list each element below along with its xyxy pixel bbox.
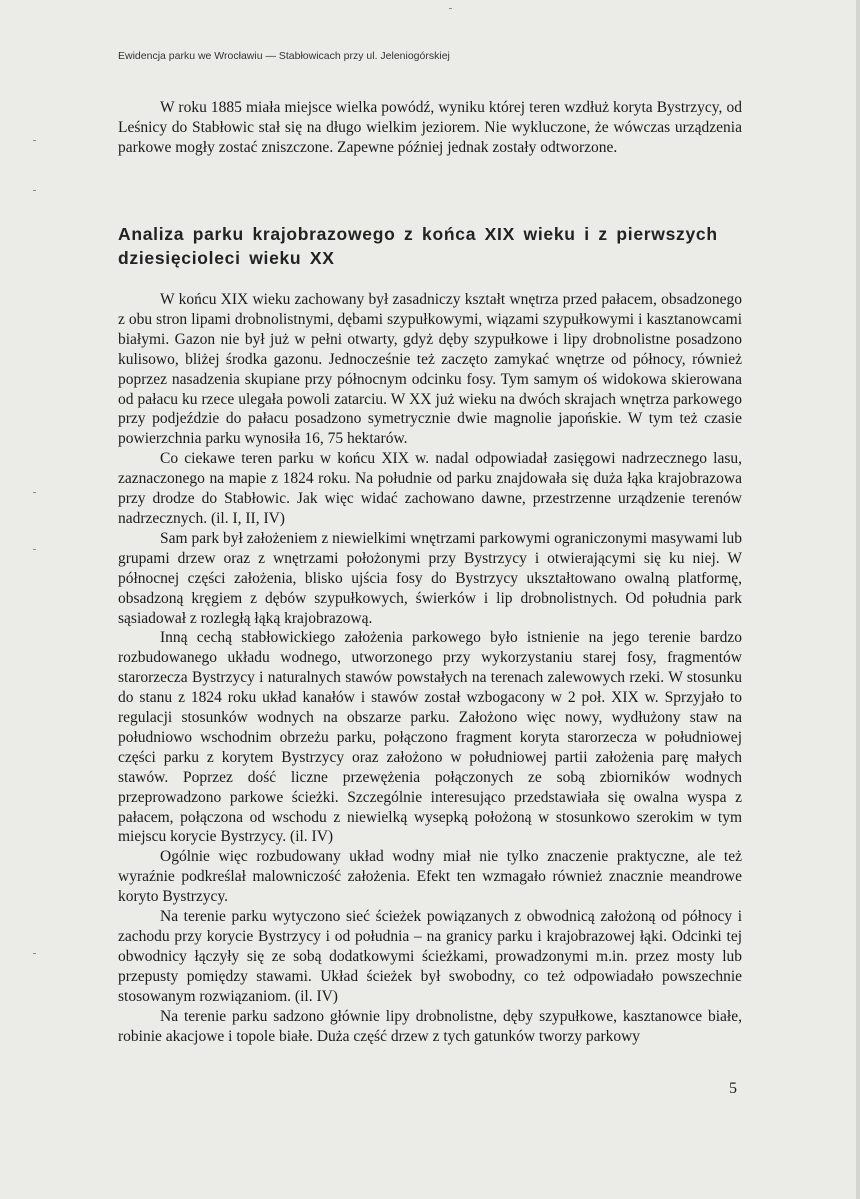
scan-mark — [33, 492, 36, 493]
running-header: Ewidencja parku we Wrocławiu — Stabłowicach przy ul. Jeleniogórskiej — [118, 50, 450, 62]
scan-mark — [33, 190, 36, 191]
scan-mark — [33, 953, 36, 954]
section-heading: Analiza parku krajobrazowego z końca XIX wieku i z pierwszych dziesięcioleci wieku XX — [118, 224, 718, 268]
intro-paragraph: W roku 1885 miała miejsce wielka powódź, wyniku której teren wzdłuż koryta Bystrzycy, od Leśnicy do Stabłowic stał się na długo wielkim jeziorem. Nie wykluczone, że wówczas urządzenia parkowe mogły zostać zniszczone. Zapewne później jednak zostały odtworzone. — [118, 99, 742, 156]
page-number: 5 — [729, 1080, 737, 1097]
scan-mark — [33, 140, 36, 141]
main-text — [118, 290, 742, 1046]
paragraph: Co ciekawe teren parku w końcu XIX w. nadal odpowiadał zasięgowi nadrzecznego lasu, zaznaczonego na mapie z 1824 roku. Na południe od parku znajdowała się duża łąka krajobrazowa przy drodze do Stabłowic. Jak więc widać zachowano dawne, przestrzenne urządzenie terenów nadrzecznych. (il. I, II, IV) — [118, 450, 742, 527]
paragraph: Ogólnie więc rozbudowany układ wodny miał nie tylko znaczenie praktyczne, ale też wyraźnie podkreślał malowniczość założenia. Efekt ten wzmagało również znacznie meandrowe koryto Bystrzycy. — [118, 848, 742, 906]
scan-mark — [449, 8, 452, 9]
scan-edge — [856, 0, 860, 1199]
paragraph: Sam park był założeniem z niewielkimi wnętrzami parkowymi ograniczonymi masywami lub grupami drzew oraz z wnętrzami położonymi przy Bystrzycy i otwierającymi się ku niej. W północnej części założenia, blisko ujścia fosy do Bystrzycy ukształtowano owalną platformę, obsadzoną kręgiem z dębów szypułkowych, świerków i lip drobnolistnych. Od południa park sąsiadował z rozległą łąką krajobrazową. — [118, 529, 742, 627]
paragraph: Na terenie parku wytyczono sieć ścieżek powiązanych z obwodnicą założoną od północy i zachodu przy korycie Bystrzycy i od południa – na granicy parku i krajobrazowej łąki. Odcinki tej obwodnicy łączyły się ze sobą dodatkowymi ścieżkami, prowadzonymi m.in. przez mosty lub przepusty pomiędzy stawami. Układ ścieżek był swobodny, co też odpowiadało powszechnie stosowanym rozwiązaniom. (il. IV) — [118, 908, 742, 1005]
intro-section — [118, 98, 742, 158]
paragraph: Na terenie parku sadzono głównie lipy drobnolistne, dęby szypułkowe, kasztanowce białe, robinie akacjowe i topole białe. Duża część drzew z tych gatunków tworzy parkowy — [118, 1007, 742, 1045]
paragraph: W końcu XIX wieku zachowany był zasadniczy kształt wnętrza przed pałacem, obsadzonego z obu stron lipami drobnolistnymi, dębami szypułkowymi, wiązami szypułkowymi i kasztanowcami białymi. Gazon nie był już w pełni otwarty, gdyż dęby szypułkowe i lipy drobnolistne posadzono kulisowo, bliżej środka gazonu. Jednocześnie też zaczęto zamykać wnętrze od północy, również poprzez nasadzenia skupiane przy północnym odcinku fosy. Tym samym oś widokowa skierowana od pałacu ku rzece ulegała powoli zatarciu. W XX już wieku na dwóch skrajach wnętrza parkowego przy podjeździe do pałacu posadzono symetrycznie dwie magnolie japońskie. W tym też czasie powierzchnia parku wynosiła 16, 75 hektarów. — [118, 291, 742, 448]
scan-mark — [33, 549, 36, 550]
paragraph: Inną cechą stabłowickiego założenia parkowego było istnienie na jego terenie bardzo rozbudowanego układu wodnego, utworzonego przy wykorzystaniu starej fosy, fragmentów starorzecza Bystrzycy i naturalnych stawów powstałych na terenach zalewowych rzeki. W stosunku do stanu z 1824 roku układ kanałów i stawów został wzbogacony w 2 poł. XIX w. Sprzyjało to regulacji stosunków wodnych na obszarze parku. Założono więc nowy, wydłużony staw na południowo wschodnim obrzeżu parku, połączono fragment koryta starorzecza w południowej części parku z korytem Bystrzycy oraz założono w południowej partii założenia parę małych stawów. Poprzez dość liczne przewężenia połączonych ze sobą zbiorników wodnych przeprowadzono parkowe ścieżki. Szczególnie interesująco przedstawiała się owalna wyspa z pałacem, połączona od wschodu z niewielką wysepką położoną w stosunkowo szerokim w tym miejscu korycie Bystrzycy. (il. IV) — [118, 629, 742, 846]
